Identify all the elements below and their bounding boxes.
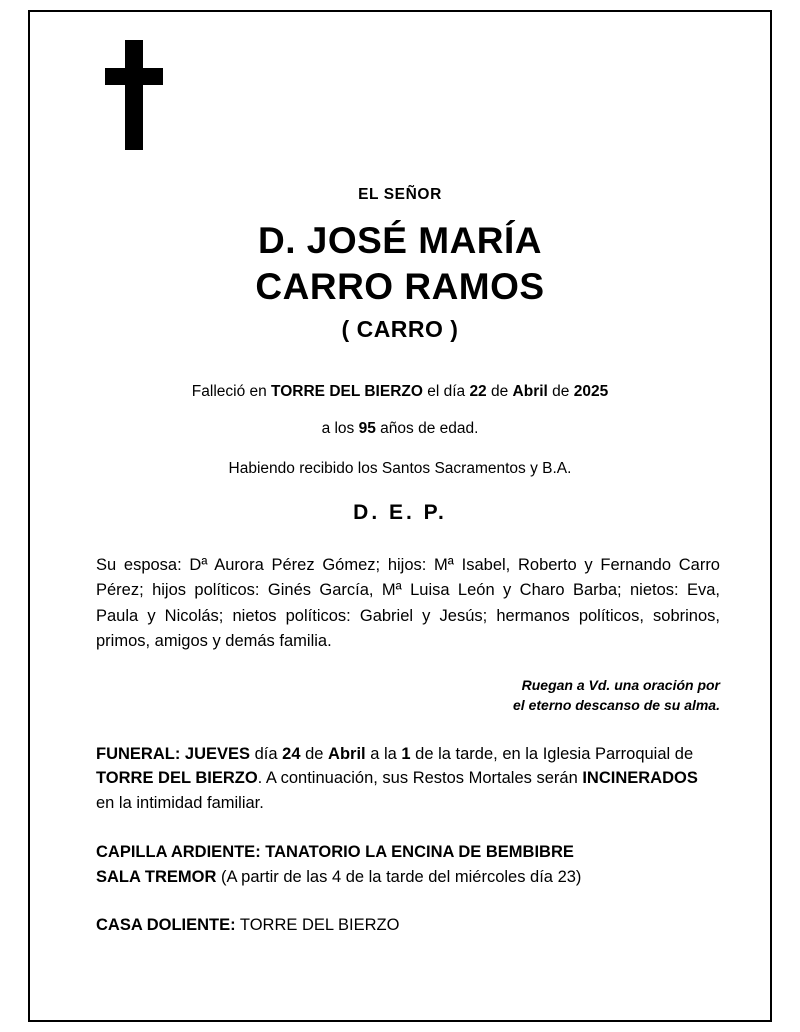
funeral-month: Abril xyxy=(328,744,366,763)
chapel-label: CAPILLA ARDIENTE: TANATORIO LA ENCINA DE BEMBIBRE xyxy=(96,842,574,861)
funeral-tail: en la intimidad familiar. xyxy=(96,794,264,813)
prayer-line-2: el eterno descanso de su alma. xyxy=(513,697,720,714)
death-line xyxy=(60,383,740,401)
death-year: 2025 xyxy=(573,382,609,400)
deceased-name-line-2: CARRO RAMOS xyxy=(255,265,545,307)
funeral-action: INCINERADOS xyxy=(582,769,698,788)
deceased-name xyxy=(60,218,740,310)
funeral-day: 24 xyxy=(282,744,301,763)
age-prefix: a los xyxy=(321,419,359,437)
sacraments-line: Habiendo recibido los Santos Sacramentos y B.A. xyxy=(228,459,572,477)
prayer-request xyxy=(96,675,720,716)
funeral-label: FUNERAL: JUEVES xyxy=(96,744,251,763)
dep-line: D. E. P. xyxy=(353,500,447,524)
house-label: CASA DOLIENTE: xyxy=(96,916,236,935)
funeral-a-la: a la xyxy=(365,744,402,763)
chapel-room: SALA TREMOR xyxy=(96,867,217,886)
age-line xyxy=(60,420,740,438)
deceased-alias: ( CARRO ) xyxy=(341,315,459,342)
death-day: 22 xyxy=(469,382,487,400)
mourning-house xyxy=(96,913,720,938)
funeral-de: de xyxy=(300,744,329,763)
funeral-parish: TORRE DEL BIERZO xyxy=(96,769,258,788)
house-value: TORRE DEL BIERZO xyxy=(235,916,400,935)
death-prefix: Falleció en xyxy=(191,382,272,400)
death-de-1: de xyxy=(486,382,513,400)
funeral-hour: 1 xyxy=(401,744,411,763)
deceased-name-line-1: D. JOSÉ MARÍA xyxy=(257,220,543,261)
age-value: 95 xyxy=(358,419,376,437)
funeral-after: . A continuación, sus Restos Mortales serán xyxy=(257,769,583,788)
honorific: EL SEÑOR xyxy=(358,186,442,203)
family-list: Su esposa: Dª Aurora Pérez Gómez; hijos: Mª Isabel, Roberto y Fernando Carro Pérez; hijos políticos: Ginés García, Mª Luisa León y Charo Barba; nietos: Eva, Paula y Nicolás; nietos políticos: Gabriel y Jesús; hermanos políticos, sobrinos, primos, amigos y demás familia. xyxy=(96,555,720,651)
funeral-comma: , en la Iglesia Parroquial de xyxy=(493,744,694,763)
chapel-note: (A partir de las 4 de la tarde del miércoles día 23) xyxy=(216,867,582,886)
chapel-details xyxy=(96,840,720,890)
funeral-time-rest: de la tarde xyxy=(410,744,494,763)
obituary-content xyxy=(60,10,740,1022)
funeral-details xyxy=(96,742,720,816)
funeral-dia: día xyxy=(250,744,283,763)
latin-cross-icon xyxy=(105,40,163,150)
prayer-line-1: Ruegan a Vd. una oración por xyxy=(521,677,720,693)
death-place: TORRE DEL BIERZO xyxy=(271,382,423,400)
death-month: Abril xyxy=(512,382,548,400)
age-suffix: años de edad. xyxy=(375,419,479,437)
death-mid: el día xyxy=(422,382,470,400)
death-de-2: de xyxy=(547,382,574,400)
